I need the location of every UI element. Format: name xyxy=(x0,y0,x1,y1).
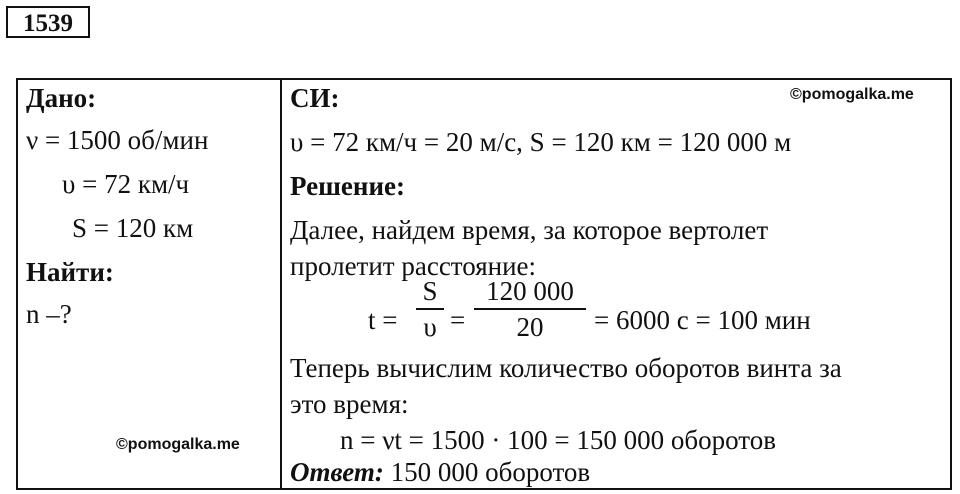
fraction-bar xyxy=(474,308,586,310)
eq1-mid: = xyxy=(450,305,466,335)
fraction-s-over-v xyxy=(416,276,444,342)
solution-title: Решение: xyxy=(290,171,405,201)
column-divider xyxy=(280,80,282,488)
solution-table xyxy=(16,78,952,490)
given-distance: S = 120 км xyxy=(72,213,194,243)
si-conversion: υ = 72 км/ч = 20 м/с, S = 120 км = 120 000 м xyxy=(290,127,792,157)
fraction-denominator: υ xyxy=(423,312,437,342)
fraction-denominator: 20 xyxy=(516,312,544,342)
fraction-values xyxy=(474,276,586,342)
answer-value: 150 000 оборотов xyxy=(390,457,591,487)
solution-text-4: это время: xyxy=(290,389,409,419)
eq2: n = νt = 1500 · 100 = 150 000 оборотов xyxy=(340,425,776,455)
find-title: Найти: xyxy=(26,257,114,287)
watermark-left: ©pomogalka.me xyxy=(116,436,240,453)
given-title: Дано: xyxy=(26,83,97,113)
solution-text-1: Далее, найдем время, за которое вертолет xyxy=(290,215,769,245)
eq1-prefix: t = xyxy=(368,305,398,335)
given-nu: ν = 1500 об/мин xyxy=(26,125,209,155)
fraction-bar xyxy=(416,308,444,310)
fraction-numerator: 120 000 xyxy=(486,276,574,306)
problem-number: 1539 xyxy=(6,6,90,38)
answer-label: Ответ: xyxy=(290,457,384,487)
fraction-numerator: S xyxy=(422,276,438,306)
find-value: n –? xyxy=(26,299,72,329)
watermark-right: ©pomogalka.me xyxy=(790,86,914,103)
given-speed: υ = 72 км/ч xyxy=(62,169,190,199)
solution-text-2: пролетит расстояние: xyxy=(290,251,537,281)
si-title: СИ: xyxy=(290,83,340,113)
solution-text-3: Теперь вычислим количество оборотов винта за xyxy=(290,353,842,383)
eq1-suffix: = 6000 с = 100 мин xyxy=(594,305,811,335)
answer-line xyxy=(290,456,590,488)
